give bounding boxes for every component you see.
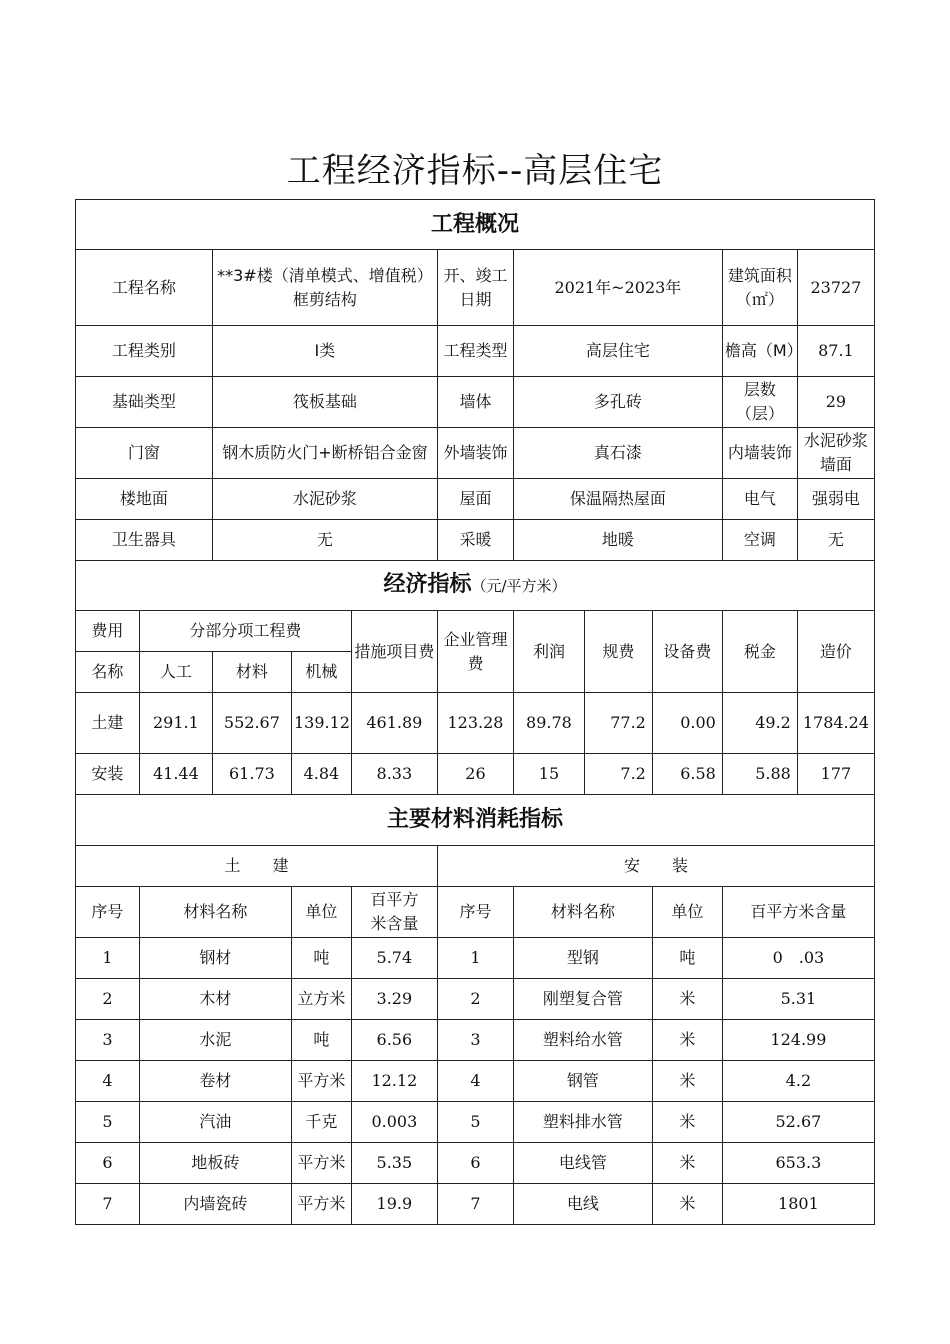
econ-cell: 5.88 [722, 754, 797, 795]
section-economic-heading [76, 561, 875, 611]
material-cell: 5 [76, 1102, 140, 1143]
econ-header: 材料 [212, 652, 291, 693]
ov-value: 水泥砂浆 [212, 479, 437, 520]
economic-heading-text: 经济指标 [383, 572, 472, 597]
economic-indicator-table [75, 199, 875, 1225]
econ-cell: 552.67 [212, 693, 291, 754]
table-row [76, 1184, 875, 1225]
material-cell: 水泥 [139, 1020, 291, 1061]
mat-header: 材料名称 [513, 887, 652, 938]
ov-label: 工程类型 [437, 326, 513, 377]
econ-cell: 139.12 [291, 693, 351, 754]
material-cell: 型钢 [513, 938, 652, 979]
material-cell: 平方米 [291, 1143, 351, 1184]
material-cell: 1 [437, 938, 513, 979]
econ-cell: 6.58 [652, 754, 722, 795]
econ-cell: 291.1 [139, 693, 212, 754]
page-title: 工程经济指标--高层住宅 [286, 151, 664, 191]
econ-cell: 土建 [76, 693, 140, 754]
material-cell: 平方米 [291, 1184, 351, 1225]
material-cell: 7 [437, 1184, 513, 1225]
material-cell: 电线管 [513, 1143, 652, 1184]
econ-cell: 177 [797, 754, 874, 795]
ov-value: 真石漆 [513, 428, 722, 479]
material-cell: 米 [652, 1061, 722, 1102]
material-cell: 卷材 [139, 1061, 291, 1102]
ov-label: 采暖 [437, 520, 513, 561]
ov-value: 无 [212, 520, 437, 561]
econ-header: 企业管理费 [437, 611, 513, 693]
ov-label: 建筑面积（㎡） [722, 250, 797, 326]
section-overview-heading: 工程概况 [76, 200, 875, 250]
material-cell: 4 [76, 1061, 140, 1102]
ov-label: 开、竣工日期 [437, 250, 513, 326]
ov-value: 2021年~2023年 [513, 250, 722, 326]
mat-header: 单位 [652, 887, 722, 938]
material-cell: 2 [76, 979, 140, 1020]
mat-header: 材料名称 [139, 887, 291, 938]
table-row [76, 754, 875, 795]
material-cell: 2 [437, 979, 513, 1020]
material-cell: 钢材 [139, 938, 291, 979]
ov-label: 工程名称 [76, 250, 213, 326]
ov-value: 保温隔热屋面 [513, 479, 722, 520]
material-cell: 1801 [722, 1184, 874, 1225]
econ-header: 设备费 [652, 611, 722, 693]
ov-value: 多孔砖 [513, 377, 722, 428]
econ-cell: 89.78 [513, 693, 584, 754]
material-cell: 汽油 [139, 1102, 291, 1143]
material-cell: 吨 [291, 1020, 351, 1061]
material-cell: 5.74 [351, 938, 437, 979]
ov-value: I类 [212, 326, 437, 377]
econ-cell: 61.73 [212, 754, 291, 795]
mat-header: 百平方米含量 [722, 887, 874, 938]
material-cell: 0.003 [351, 1102, 437, 1143]
materials-install-heading: 安 装 [437, 846, 874, 887]
material-cell: 吨 [652, 938, 722, 979]
econ-header: 规费 [584, 611, 652, 693]
table-row [76, 693, 875, 754]
econ-header: 名称 [76, 652, 140, 693]
ov-value: 强弱电 [797, 479, 874, 520]
mat-header: 序号 [76, 887, 140, 938]
section-materials-heading: 主要材料消耗指标 [76, 795, 875, 846]
material-cell: 3 [437, 1020, 513, 1061]
material-cell: 米 [652, 1020, 722, 1061]
ov-label: 外墙装饰 [437, 428, 513, 479]
material-cell: 1 [76, 938, 140, 979]
material-cell: 地板砖 [139, 1143, 291, 1184]
materials-civil-heading: 土 建 [76, 846, 438, 887]
material-cell: 钢管 [513, 1061, 652, 1102]
material-cell: 0 .03 [722, 938, 874, 979]
material-cell: 内墙瓷砖 [139, 1184, 291, 1225]
material-cell: 米 [652, 979, 722, 1020]
material-cell: 5.31 [722, 979, 874, 1020]
material-cell: 12.12 [351, 1061, 437, 1102]
material-cell: 木材 [139, 979, 291, 1020]
ov-label: 屋面 [437, 479, 513, 520]
econ-cell: 41.44 [139, 754, 212, 795]
econ-header: 分部分项工程费 [139, 611, 351, 652]
material-cell: 653.3 [722, 1143, 874, 1184]
material-cell: 米 [652, 1102, 722, 1143]
ov-value: 高层住宅 [513, 326, 722, 377]
econ-cell: 15 [513, 754, 584, 795]
mat-header: 单位 [291, 887, 351, 938]
material-cell: 塑料排水管 [513, 1102, 652, 1143]
ov-label: 楼地面 [76, 479, 213, 520]
econ-cell: 4.84 [291, 754, 351, 795]
material-cell: 6.56 [351, 1020, 437, 1061]
ov-label: 空调 [722, 520, 797, 561]
econ-cell: 1784.24 [797, 693, 874, 754]
econ-cell: 安装 [76, 754, 140, 795]
econ-header: 造价 [797, 611, 874, 693]
ov-value: 筏板基础 [212, 377, 437, 428]
ov-label: 墙体 [437, 377, 513, 428]
table-row [76, 1102, 875, 1143]
ov-label: 卫生器具 [76, 520, 213, 561]
econ-header: 利润 [513, 611, 584, 693]
ov-label: 檐高（M） [722, 326, 797, 377]
material-cell: 4.2 [722, 1061, 874, 1102]
econ-cell: 461.89 [351, 693, 437, 754]
material-cell: 吨 [291, 938, 351, 979]
ov-value: 钢木质防火门+断桥铝合金窗 [212, 428, 437, 479]
material-cell: 52.67 [722, 1102, 874, 1143]
econ-cell: 0.00 [652, 693, 722, 754]
ov-value: 水泥砂浆墙面 [797, 428, 874, 479]
ov-value: 29 [797, 377, 874, 428]
material-cell: 5.35 [351, 1143, 437, 1184]
econ-header: 措施项目费 [351, 611, 437, 693]
table-row [76, 1020, 875, 1061]
mat-header: 序号 [437, 887, 513, 938]
ov-label: 工程类别 [76, 326, 213, 377]
materials-rows [76, 938, 875, 1225]
material-cell: 米 [652, 1143, 722, 1184]
ov-value: 地暖 [513, 520, 722, 561]
econ-cell: 26 [437, 754, 513, 795]
material-cell: 3 [76, 1020, 140, 1061]
material-cell: 立方米 [291, 979, 351, 1020]
ov-label: 门窗 [76, 428, 213, 479]
table-row [76, 1143, 875, 1184]
material-cell: 4 [437, 1061, 513, 1102]
ov-label: 电气 [722, 479, 797, 520]
material-cell: 塑料给水管 [513, 1020, 652, 1061]
mat-header: 百平方米含量 [351, 887, 437, 938]
material-cell: 刚塑复合管 [513, 979, 652, 1020]
ov-value: 87.1 [797, 326, 874, 377]
econ-cell: 8.33 [351, 754, 437, 795]
material-cell: 平方米 [291, 1061, 351, 1102]
econ-header: 费用 [76, 611, 140, 652]
material-cell: 5 [437, 1102, 513, 1143]
econ-cell: 7.2 [584, 754, 652, 795]
ov-value: **3#楼（清单模式、增值税）框剪结构 [212, 250, 437, 326]
material-cell: 7 [76, 1184, 140, 1225]
econ-header: 税金 [722, 611, 797, 693]
material-cell: 19.9 [351, 1184, 437, 1225]
material-cell: 124.99 [722, 1020, 874, 1061]
ov-label: 内墙装饰 [722, 428, 797, 479]
econ-cell: 49.2 [722, 693, 797, 754]
econ-header: 机械 [291, 652, 351, 693]
material-cell: 电线 [513, 1184, 652, 1225]
table-row [76, 1061, 875, 1102]
table-row [76, 979, 875, 1020]
ov-label: 层数（层） [722, 377, 797, 428]
table-row [76, 938, 875, 979]
econ-header: 人工 [139, 652, 212, 693]
ov-label: 基础类型 [76, 377, 213, 428]
material-cell: 千克 [291, 1102, 351, 1143]
material-cell: 6 [76, 1143, 140, 1184]
material-cell: 米 [652, 1184, 722, 1225]
economic-unit: （元/平方米） [471, 577, 567, 595]
material-cell: 6 [437, 1143, 513, 1184]
ov-value: 无 [797, 520, 874, 561]
ov-value: 23727 [797, 250, 874, 326]
material-cell: 3.29 [351, 979, 437, 1020]
econ-cell: 77.2 [584, 693, 652, 754]
econ-cell: 123.28 [437, 693, 513, 754]
